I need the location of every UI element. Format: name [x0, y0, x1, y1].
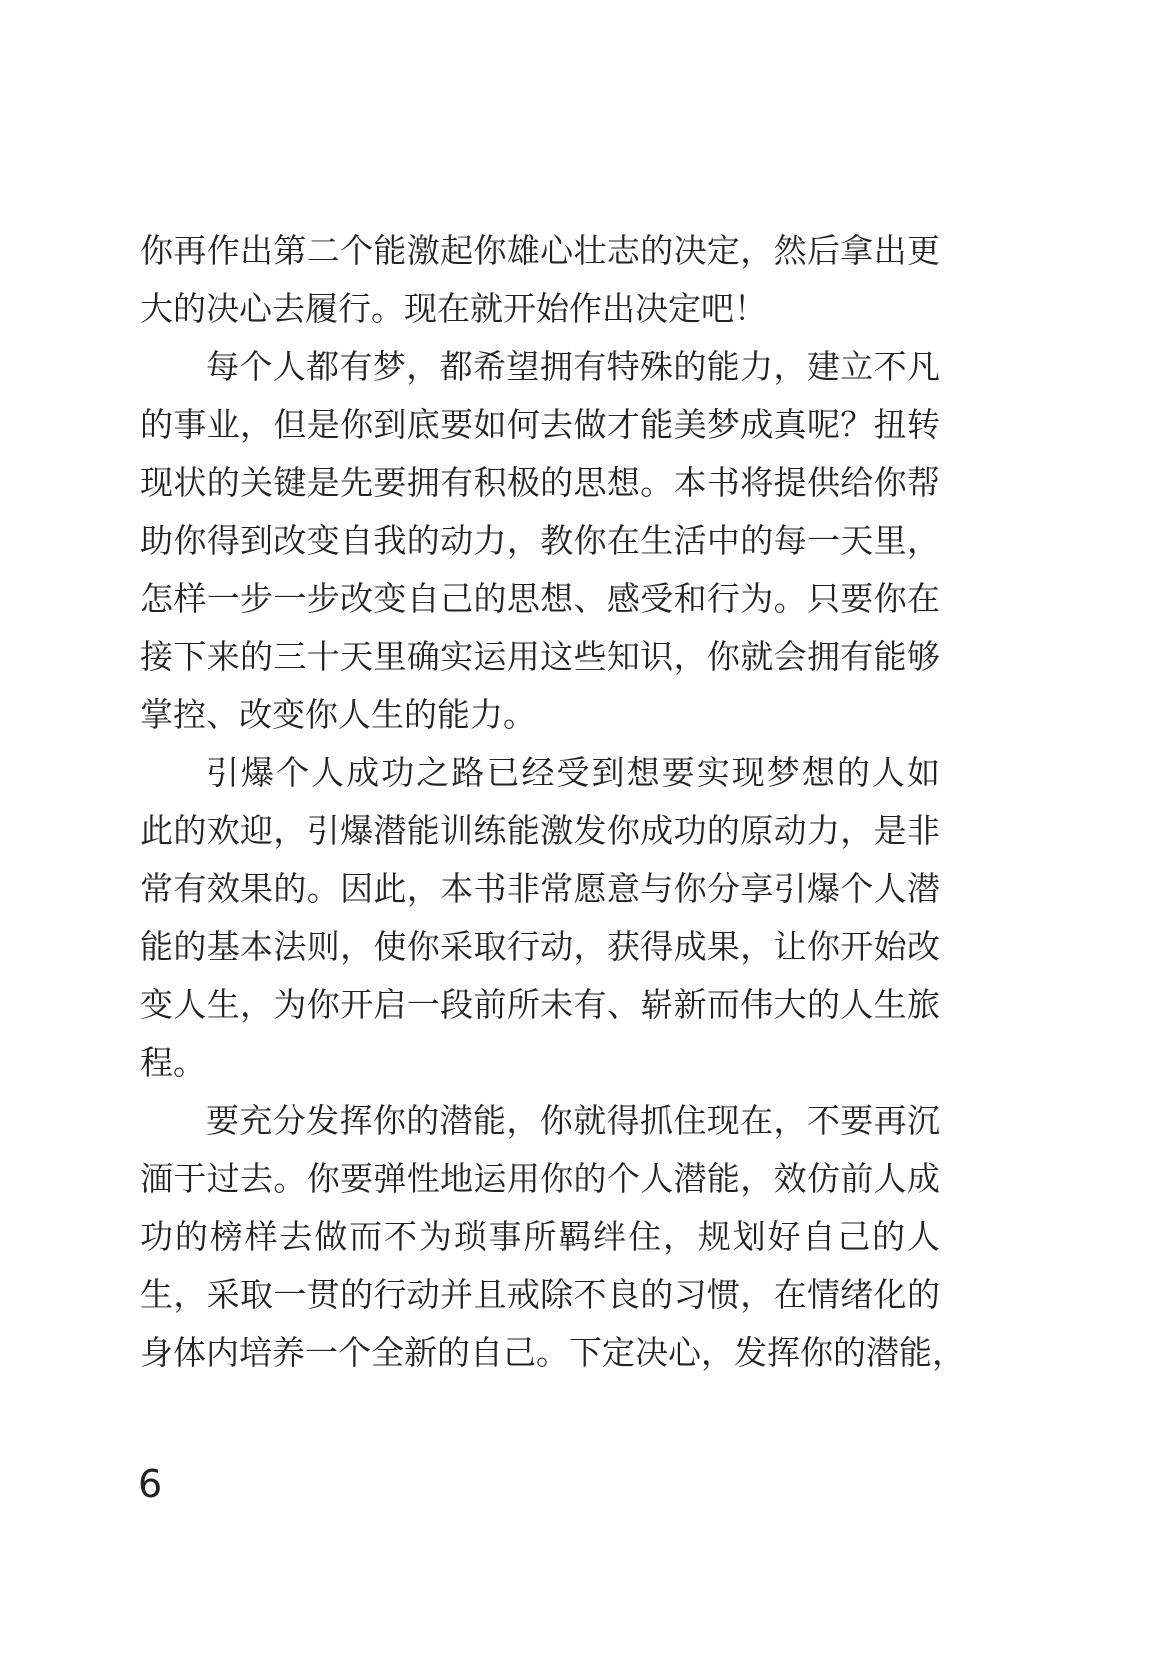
text-line: 现状的关键是先要拥有积极的思想。本书将提供给你帮 — [140, 463, 940, 502]
text-line: 此的欢迎，引爆潜能训练能激发你成功的原动力，是非 — [140, 811, 940, 850]
text-line: 怎样一步一步改变自己的思想、感受和行为。只要你在 — [140, 579, 940, 618]
text-line: 助你得到改变自我的动力，教你在生活中的每一天里， — [140, 521, 940, 560]
body-text — [140, 222, 965, 1382]
text-line: 掌控、改变你人生的能力。 — [140, 695, 536, 734]
text-line: 功的榜样去做而不为琐事所羁绊住，规划好自己的人 — [140, 1217, 940, 1256]
text-line: 的事业，但是你到底要如何去做才能美梦成真呢？扭转 — [140, 405, 940, 444]
text-line: 你再作出第二个能激起你雄心壮志的决定，然后拿出更 — [140, 231, 940, 270]
text-line: 大的决心去履行。现在就开始作出决定吧！ — [140, 289, 767, 328]
text-line: 要充分发挥你的潜能，你就得抓住现在，不要再沉 — [206, 1101, 940, 1140]
text-line: 身体内培养一个全新的自己。下定决心，发挥你的潜能， — [140, 1333, 965, 1372]
page-number: 6 — [138, 1462, 163, 1506]
text-line: 引爆个人成功之路已经受到想要实现梦想的人如 — [206, 753, 940, 792]
text-line: 变人生，为你开启一段前所未有、崭新而伟大的人生旅 — [140, 985, 940, 1024]
text-line: 每个人都有梦，都希望拥有特殊的能力，建立不凡 — [206, 347, 940, 386]
text-line: 程。 — [140, 1043, 206, 1082]
text-line: 能的基本法则，使你采取行动，获得成果，让你开始改 — [140, 927, 940, 966]
text-line: 生，采取一贯的行动并且戒除不良的习惯，在情绪化的 — [140, 1275, 940, 1314]
text-line: 常有效果的。因此，本书非常愿意与你分享引爆个人潜 — [140, 869, 940, 908]
text-line: 湎于过去。你要弹性地运用你的个人潜能，效仿前人成 — [140, 1159, 940, 1198]
text-line: 接下来的三十天里确实运用这些知识，你就会拥有能够 — [140, 637, 940, 676]
